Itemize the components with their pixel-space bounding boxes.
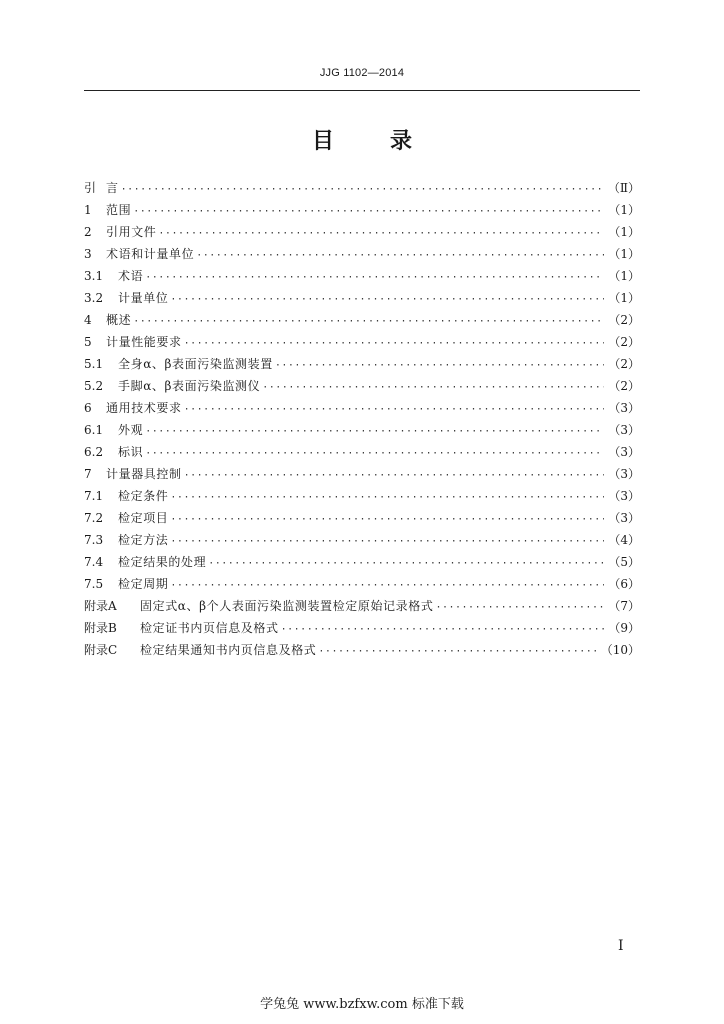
toc-entry-number: 6.2 [84, 445, 104, 459]
toc-entry-number: 7.5 [84, 577, 104, 591]
toc-entry-title: 检定结果的处理 [118, 555, 207, 569]
toc-leader-dots [281, 619, 604, 641]
toc-leader-dots [318, 641, 598, 663]
toc-leader-dots [170, 289, 604, 311]
toc-entry-number: 1 [84, 203, 92, 217]
toc-entry-page: （2） [608, 357, 640, 371]
toc-entry-page: （3） [608, 511, 640, 525]
toc-entry-page: （1） [608, 247, 640, 261]
toc-entry [84, 441, 640, 463]
toc-entry-title: 引用文件 [106, 225, 157, 239]
toc-entry [84, 507, 640, 529]
toc-entry-title: 计量器具控制 [106, 467, 182, 481]
header-rule [84, 90, 640, 91]
toc-title-char-2: 录 [390, 129, 413, 154]
page-number: I [618, 938, 624, 954]
toc-entry [84, 485, 640, 507]
toc-entry [84, 551, 640, 573]
toc-entry-page: （1） [608, 225, 640, 239]
toc-entry-title: 范围 [106, 203, 132, 217]
toc-entry [84, 243, 640, 265]
toc-entry-title: 固定式α、β个人表面污染监测装置检定原始记录格式 [140, 599, 434, 613]
toc-entry-page: （10） [600, 643, 640, 657]
toc-entry [84, 221, 640, 243]
toc-entry-title: 全身α、β表面污染监测装置 [118, 357, 273, 371]
toc-entry-page: （3） [608, 489, 640, 503]
toc-leader-dots [170, 531, 604, 553]
toc-entry-number: 附录C [84, 643, 118, 657]
toc-entry [84, 375, 640, 397]
toc-entry-title: 言 [106, 181, 119, 195]
toc-entry-title: 通用技术要求 [106, 401, 182, 415]
toc-entry-number: 3.1 [84, 269, 104, 283]
toc-entry-number: 3.2 [84, 291, 104, 305]
toc-entry-page: （2） [608, 379, 640, 393]
toc-entry-number: 3 [84, 247, 92, 261]
toc-leader-dots [275, 355, 604, 377]
toc-entry-page: （3） [608, 445, 640, 459]
toc-entry-number: 6 [84, 401, 92, 415]
toc-leader-dots [133, 311, 604, 333]
toc-entry-page: （2） [608, 313, 640, 327]
toc-entry [84, 265, 640, 287]
toc-entry-number: 7.1 [84, 489, 104, 503]
toc-entry-title: 检定项目 [118, 511, 169, 525]
toc-entry-title: 外观 [118, 423, 144, 437]
toc-leader-dots [145, 267, 604, 289]
toc-entry-page: （3） [608, 467, 640, 481]
toc-entry-page: （5） [608, 555, 640, 569]
toc-entry [84, 309, 640, 331]
toc-entry-title: 计量单位 [118, 291, 169, 305]
toc-entry-title: 检定证书内页信息及格式 [140, 621, 279, 635]
toc-entry [84, 353, 640, 375]
table-of-contents [84, 177, 640, 661]
toc-entry-title: 检定周期 [118, 577, 169, 591]
toc-leader-dots [170, 487, 604, 509]
toc-leader-dots [145, 421, 604, 443]
toc-entry [84, 463, 640, 485]
toc-entry [84, 331, 640, 353]
toc-entry-number: 5 [84, 335, 92, 349]
footer-watermark-text: 学兔兔 www.bzfxw.com 标准下载 [260, 997, 464, 1012]
toc-leader-dots [184, 333, 604, 355]
toc-entry [84, 595, 640, 617]
toc-entry [84, 573, 640, 595]
toc-entry-page: （Ⅱ） [607, 181, 640, 195]
document-code-header: JJG 1102—2014 [319, 67, 405, 79]
toc-entry-number: 7.2 [84, 511, 104, 525]
toc-leader-dots [158, 223, 604, 245]
toc-entry-title: 计量性能要求 [106, 335, 182, 349]
toc-leader-dots [208, 553, 604, 575]
toc-leader-dots [145, 443, 604, 465]
toc-entry-title: 术语 [118, 269, 144, 283]
toc-entry-number: 附录A [84, 599, 117, 613]
toc-entry-page: （3） [608, 423, 640, 437]
toc-entry-title: 标识 [118, 445, 144, 459]
toc-entry-page: （9） [608, 621, 640, 635]
toc-title [0, 124, 724, 155]
toc-entry-number: 引 [84, 181, 97, 195]
toc-leader-dots [184, 399, 604, 421]
toc-entry-number: 7.4 [84, 555, 104, 569]
toc-entry-page: （1） [608, 291, 640, 305]
toc-leader-dots [196, 245, 604, 267]
toc-entry-page: （7） [608, 599, 640, 613]
toc-entry-title: 概述 [106, 313, 132, 327]
toc-entry [84, 529, 640, 551]
toc-entry-page: （1） [608, 203, 640, 217]
toc-entry [84, 177, 640, 199]
toc-entry-page: （1） [608, 269, 640, 283]
toc-entry-title: 术语和计量单位 [106, 247, 195, 261]
toc-entry [84, 617, 640, 639]
toc-entry-number: 2 [84, 225, 92, 239]
toc-entry-title: 检定方法 [118, 533, 169, 547]
toc-entry-title: 检定结果通知书内页信息及格式 [140, 643, 317, 657]
toc-entry-number: 6.1 [84, 423, 104, 437]
toc-entry [84, 639, 640, 661]
toc-leader-dots [121, 179, 604, 201]
toc-entry-title: 手脚α、β表面污染监测仪 [118, 379, 261, 393]
toc-entry-number: 附录B [84, 621, 117, 635]
toc-entry-number: 4 [84, 313, 92, 327]
toc-entry-number: 7 [84, 467, 92, 481]
toc-entry-number: 5.2 [84, 379, 104, 393]
toc-entry-number: 5.1 [84, 357, 104, 371]
toc-leader-dots [133, 201, 604, 223]
toc-leader-dots [435, 597, 604, 619]
toc-entry-title: 检定条件 [118, 489, 169, 503]
toc-leader-dots [184, 465, 604, 487]
toc-entry-number: 7.3 [84, 533, 104, 547]
toc-entry-page: （6） [608, 577, 640, 591]
toc-title-char-1: 目 [311, 129, 334, 154]
toc-entry [84, 419, 640, 441]
toc-leader-dots [262, 377, 604, 399]
toc-entry [84, 199, 640, 221]
toc-entry-page: （2） [608, 335, 640, 349]
toc-entry-page: （4） [608, 533, 640, 547]
toc-leader-dots [170, 575, 604, 597]
toc-leader-dots [170, 509, 604, 531]
toc-entry [84, 287, 640, 309]
toc-entry-page: （3） [608, 401, 640, 415]
toc-entry [84, 397, 640, 419]
